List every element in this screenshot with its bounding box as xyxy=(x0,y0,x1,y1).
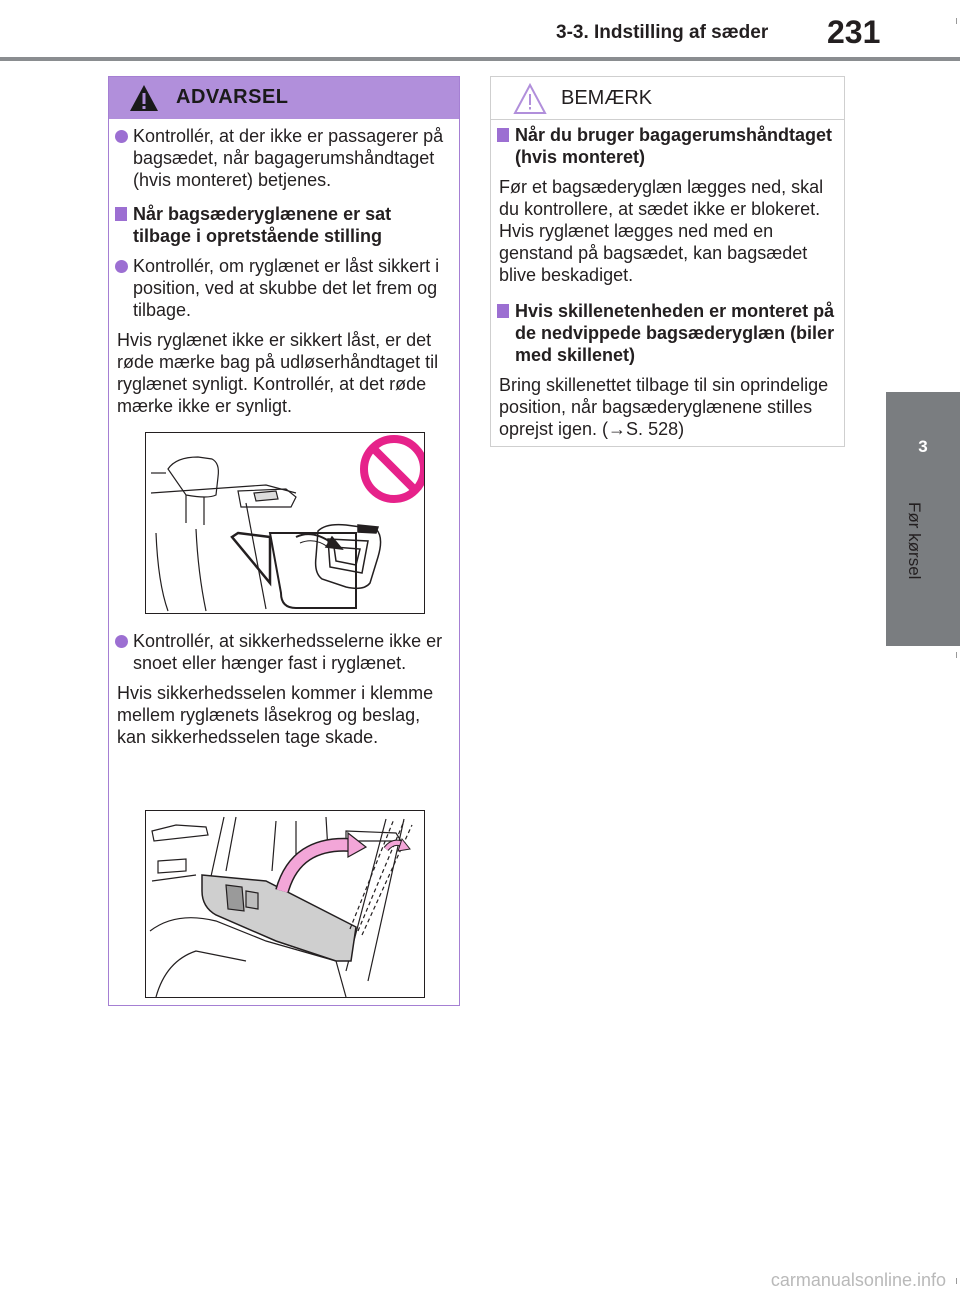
list-item xyxy=(109,125,459,191)
subheading-text: Når du bruger bagagerumshåndtaget (hvis monteret) xyxy=(515,125,833,167)
square-bullet-icon xyxy=(115,207,127,221)
square-bullet-icon xyxy=(497,128,509,142)
paragraph: Før et bagsæderyglæn lægges ned, skal du kontrollere, at sædet ikke er blokeret. Hvis ryglænet lægges ned med en genstand på bagsædet, kan bagsædet blive beskadiget. xyxy=(499,177,824,285)
subheading-text: Når bagsæderyglænene er sat tilbage i opretstående stilling xyxy=(133,204,392,246)
list-item xyxy=(109,255,459,321)
crop-mark xyxy=(956,652,957,658)
warning-header xyxy=(109,77,459,119)
caution-triangle-icon xyxy=(513,83,547,115)
warning-triangle-icon xyxy=(129,84,159,112)
square-bullet-icon xyxy=(497,304,509,318)
seat-fold-illustration xyxy=(145,810,425,998)
note-header xyxy=(491,77,844,120)
paragraph: Bring skillenettet tilbage til sin oprindelige position, når bagsæderyglænene stilles oprejst igen. (→S. 528) xyxy=(499,375,829,439)
paragraph: Hvis ryglænet ikke er sikkert låst, er det røde mærke bag på udløserhåndtaget til ryglænet synligt. Kontrollér, at det røde mærke ikke er synligt. xyxy=(117,330,439,416)
item-text: Kontrollér, at sikkerhedsselerne ikke er snoet eller hænger fast i ryglænet. xyxy=(133,631,443,673)
subheading xyxy=(109,203,459,247)
seat-lock-drawing xyxy=(146,433,424,613)
prohibition-sign-icon xyxy=(364,439,424,499)
page-number: 231 xyxy=(827,14,881,50)
warning-box xyxy=(108,76,460,1006)
section-title: 3-3. Indstilling af sæder xyxy=(556,22,769,43)
note-title: BEMÆRK xyxy=(561,87,653,109)
item-text: Kontrollér, om ryglænet er låst sikkert i position, ved at skubbe det let frem og tilbage. xyxy=(133,256,440,320)
warning-title: ADVARSEL xyxy=(176,86,289,108)
paragraph: Hvis sikkerhedsselen kommer i klemme mellem ryglænets låsekrog og beslag, kan sikkerhedsselen tage skade. xyxy=(117,683,434,747)
bullet-icon xyxy=(115,635,128,648)
crop-mark xyxy=(956,1278,957,1284)
watermark: carmanualsonline.info xyxy=(770,1270,946,1290)
note-box xyxy=(490,76,845,447)
seat-fold-drawing xyxy=(146,811,424,997)
list-item xyxy=(109,630,459,674)
seat-lock-illustration xyxy=(145,432,425,614)
bullet-icon xyxy=(115,130,128,143)
chapter-title: Før kørsel xyxy=(905,502,924,580)
chapter-number: 3 xyxy=(918,437,928,456)
crop-mark xyxy=(956,18,957,24)
item-text: Kontrollér, at der ikke er passagerer på bagsædet, når bagagerumshåndtaget (hvis monteret) betjenes. xyxy=(133,126,444,190)
bullet-icon xyxy=(115,260,128,273)
subheading xyxy=(491,124,844,168)
subheading-text: Hvis skillenetenheden er monteret på de nedvippede bagsæderyglæn (biler med skillenet) xyxy=(515,301,835,365)
header-rule xyxy=(0,57,960,61)
subheading xyxy=(491,300,844,366)
